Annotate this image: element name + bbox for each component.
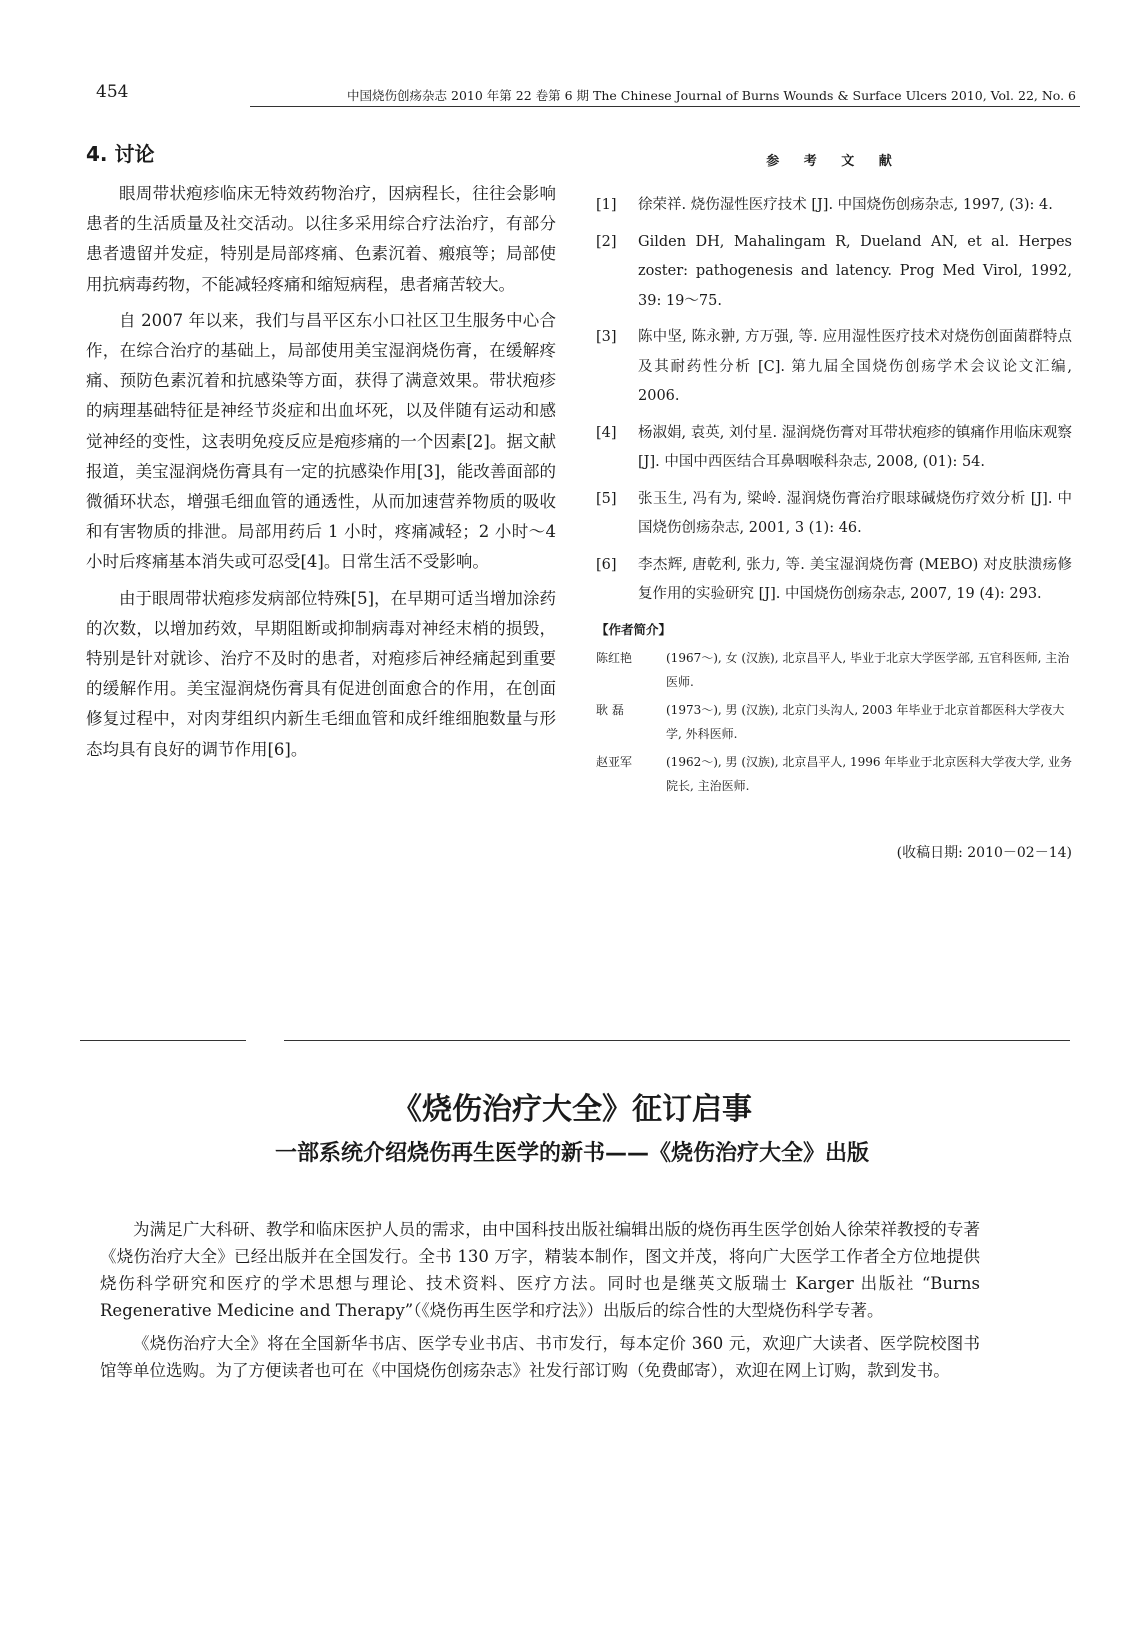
reference-number: [4] (596, 424, 617, 441)
reference-item (596, 419, 1072, 478)
author-entry (596, 750, 1072, 798)
author-entry (596, 646, 1072, 694)
reference-text: 徐荣祥. 烧伤湿性医疗技术 [J]. 中国烧伤创疡杂志, 1997, (3): 4. (638, 197, 1053, 213)
section-title: 4. 讨论 (86, 142, 155, 166)
received-date: (收稿日期: 2010－02－14) (896, 844, 1072, 861)
author-entry (596, 698, 1072, 746)
header-rule (250, 106, 1080, 107)
reference-text: 陈中坚, 陈永翀, 方万强, 等. 应用湿性医疗技术对烧伤创面菌群特点及其耐药性分析 [C]. 第九届全国烧伤创疡学术会议论文汇编, 2006. (638, 329, 1072, 404)
reference-item (596, 323, 1072, 412)
discussion-paragraph: 自 2007 年以来，我们与昌平区东小口社区卫生服务中心合作，在综合治疗的基础上，局部使用美宝湿润烧伤膏，在缓解疼痛、预防色素沉着和抗感染等方面，获得了满意效果。带状疱疹的病理基础特征是神经节炎症和出血坏死，以及伴随有运动和感觉神经的变性，这表明免疫反应是疱疹痛的一个因素[2]。据文献报道，美宝湿润烧伤膏具有一定的抗感染作用[3]，能改善面部的微循环状态，增强毛细血管的通透性，从而加速营养物质的吸收和有害物质的排泄。局部用药后 1 小时，疼痛减轻；2 小时～4 小时后疼痛基本消失或可忍受[4]。日常生活不受影响。 (86, 310, 556, 572)
notice-body (100, 1216, 980, 1384)
author-info-heading: 【作者简介】 (596, 621, 672, 637)
reference-text: Gilden DH, Mahalingam R, Dueland AN, et al. Herpes zoster: pathogenesis and latency. Prog Med Virol, 1992, 39: 19～75. (638, 233, 1072, 309)
notice-title: 《烧伤治疗大全》征订启事 (392, 1092, 752, 1127)
author-bio: (1962～), 男 (汉族), 北京昌平人, 1996 年毕业于北京医科大学夜大学, 业务院长, 主治医师. (666, 754, 1072, 793)
section-divider (284, 1040, 1070, 1041)
references-section (596, 150, 1072, 862)
running-title: 中国烧伤创疡杂志 2010 年第 22 卷第 6 期 The Chinese Journal of Burns Wounds & Surface Ulcers 2010, Vol. 22, No. 6 (347, 88, 1076, 103)
page-number: 454 (96, 82, 129, 102)
reference-text: 杨淑娟, 袁英, 刘付星. 湿润烧伤膏对耳带状疱疹的镇痛作用临床观察 [J]. 中国中西医结合耳鼻咽喉科杂志, 2008, (01): 54. (638, 424, 1072, 470)
reference-number: [1] (596, 197, 617, 213)
reference-text: 张玉生, 冯有为, 梁岭. 湿润烧伤膏治疗眼球碱烧伤疗效分析 [J]. 中国烧伤创疡杂志, 2001, 3 (1): 46. (638, 490, 1072, 536)
reference-number: [5] (596, 490, 617, 507)
references-title: 参 考 文 献 (766, 154, 902, 169)
notice-subtitle: 一部系统介绍烧伤再生医学的新书——《烧伤治疗大全》出版 (274, 1141, 869, 1166)
discussion-paragraph: 由于眼周带状疱疹发病部位特殊[5]，在早期可适当增加涂药的次数，以增加药效，早期阻断或抑制病毒对神经末梢的损毁，特别是针对就诊、治疗不及时的患者，对疱疹后神经痛起到重要的缓解作用。美宝湿润烧伤膏具有促进创面愈合的作用，在创面修复过程中，对肉芽组织内新生毛细血管和成纤维细胞数量与形态均具有良好的调节作用[6]。 (86, 588, 556, 759)
author-bio: (1973～), 男 (汉族), 北京门头沟人, 2003 年毕业于北京首都医科大学夜大学, 外科医师. (666, 702, 1065, 741)
reference-number: [2] (596, 233, 617, 250)
notice-paragraph: 为满足广大科研、教学和临床医护人员的需求，由中国科技出版社编辑出版的烧伤再生医学创始人徐荣祥教授的专著《烧伤治疗大全》已经出版并在全国发行。全书 130 万字，精装本制作，图文并茂，将向广大医学工作者全方位地提供烧伤科学研究和医疗的学术思想与理论、技术资料、医疗方法。同时也是继英文版瑞士 Karger 出版社 “Burns Regenerative Medicine and Therapy”（《烧伤再生医学和疗法》）出版后的综合性的大型烧伤科学专著。 (100, 1220, 980, 1320)
author-name: 赵亚军 (596, 754, 633, 769)
author-name: 陈红艳 (596, 650, 633, 665)
reference-item (596, 485, 1072, 544)
discussion-paragraph: 眼周带状疱疹临床无特效药物治疗，因病程长，往往会影响患者的生活质量及社交活动。以往多采用综合疗法治疗，有部分患者遗留并发症，特别是局部疼痛、色素沉着、瘢痕等；局部使用抗病毒药物，不能减轻疼痛和缩短病程，患者痛苦较大。 (86, 184, 556, 294)
reference-number: [6] (596, 556, 617, 573)
notice-paragraph: 《烧伤治疗大全》将在全国新华书店、医学专业书店、书市发行，每本定价 360 元，欢迎广大读者、医学院校图书馆等单位选购。为了方便读者也可在《中国烧伤创疡杂志》社发行部订购（免费邮寄），欢迎在网上订购，款到发书。 (100, 1334, 980, 1380)
reference-number: [3] (596, 329, 617, 345)
author-name: 耿 磊 (596, 702, 624, 717)
section-divider (80, 1040, 246, 1041)
reference-item (596, 191, 1072, 221)
author-bio: (1967～), 女 (汉族), 北京昌平人, 毕业于北京大学医学部, 五官科医师, 主治医师. (666, 650, 1070, 689)
reference-item (596, 228, 1072, 317)
discussion-section (86, 138, 556, 765)
reference-item (596, 551, 1072, 610)
reference-text: 李杰辉, 唐乾利, 张力, 等. 美宝湿润烧伤膏 (MEBO) 对皮肤溃疡修复作用的实验研究 [J]. 中国烧伤创疡杂志, 2007, 19 (4): 293. (638, 556, 1072, 602)
